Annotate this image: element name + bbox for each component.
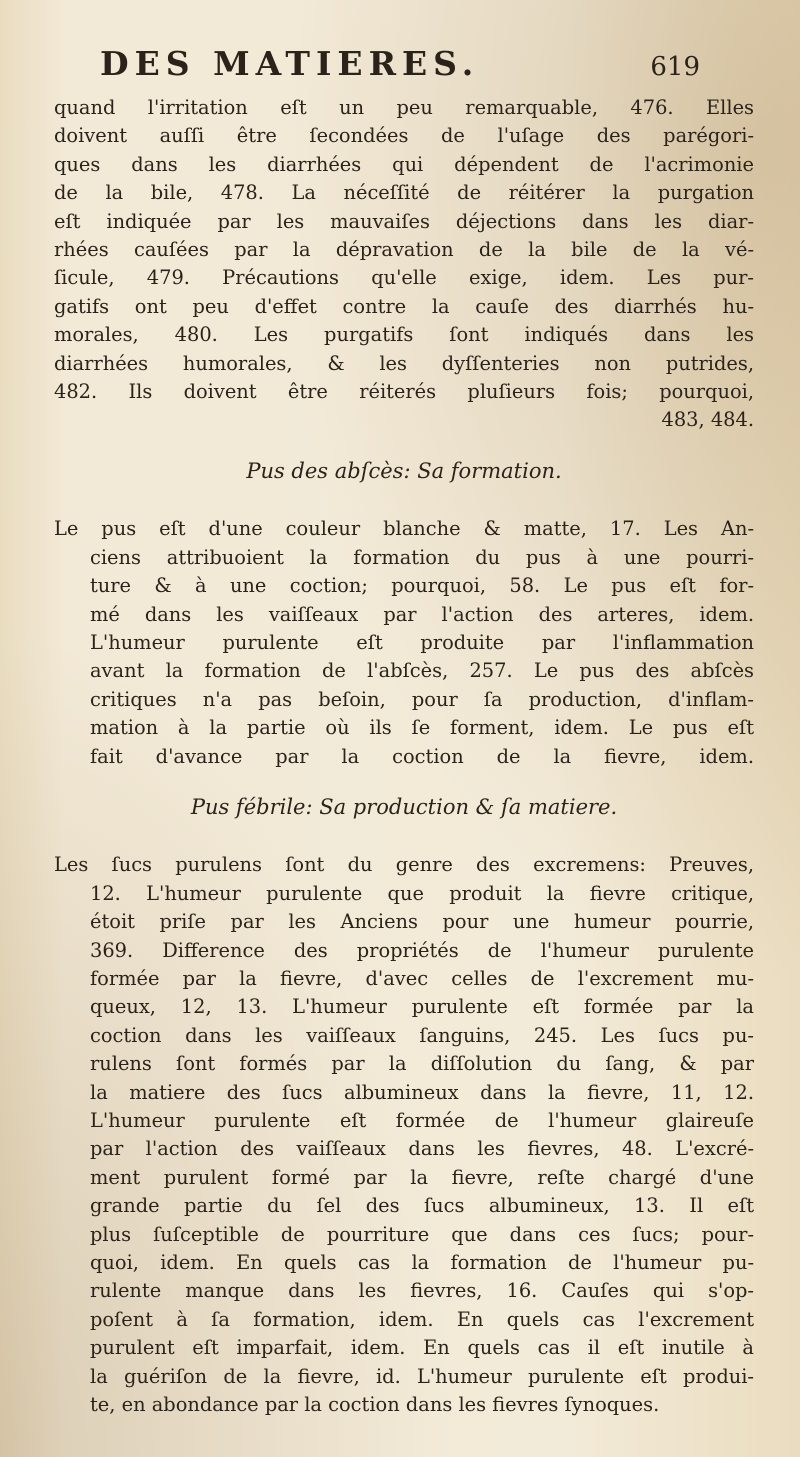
text-line: avant la formation de l'abſcès, 257. Le pus des abſcès bbox=[90, 659, 754, 683]
text-line: ture & à une coction; pourquoi, 58. Le pus eſt for- bbox=[90, 574, 754, 598]
text-line: critiques n'a pas beſoin, pour ſa production, d'inflam- bbox=[90, 687, 754, 711]
text-line: 369. Difference des propriétés de l'humeur purulente bbox=[90, 938, 754, 962]
text-line: ſicule, 479. Précautions qu'elle exige, idem. Les pur- bbox=[54, 266, 754, 290]
text-line: Le pus eſt d'une couleur blanche & matte, 17. Les An- bbox=[54, 517, 754, 541]
text-line: te, en abondance par la coction dans les fievres ſynoques. bbox=[90, 1393, 660, 1417]
text-line: formée par la fievre, d'avec celles de l'excrement mu- bbox=[90, 966, 754, 990]
entry-block-1 bbox=[54, 94, 754, 435]
text-line: diarrhées humorales, & les dyſſenteries non putrides, bbox=[54, 351, 754, 375]
text-line: grande partie du ſel des ſucs albumineux, 13. Il eſt bbox=[90, 1194, 754, 1218]
text-line: coction dans les vaiſſeaux ſanguins, 245. Les ſucs pu- bbox=[90, 1023, 754, 1047]
text-line: la matiere des ſucs albumineux dans la fievre, 11, 12. bbox=[90, 1080, 754, 1104]
text-line: L'humeur purulente eſt produite par l'inflammation bbox=[90, 630, 754, 654]
text-line: ques dans les diarrhées qui dépendent de l'acrimonie bbox=[54, 152, 754, 176]
text-line: quand l'irritation eſt un peu remarquable, 476. Elles bbox=[54, 96, 754, 119]
text-line: rhées cauſées par la dépravation de la bile de la vé- bbox=[54, 238, 754, 262]
section-heading-pus-abces: Pus des abſcès: Sa formation. bbox=[246, 458, 562, 483]
text-line: 483, 484. bbox=[661, 408, 754, 432]
text-line: eſt indiquée par les mauvaiſes déjections dans les diar- bbox=[54, 209, 754, 233]
text-line: purulent eſt imparfait, idem. En quels cas il eſt inutile à bbox=[90, 1336, 754, 1360]
text-line: morales, 480. Les purgatifs ſont indiqués dans les bbox=[54, 323, 754, 347]
text-line: doivent auſſi être ſecondées de l'uſage des parégori- bbox=[54, 124, 754, 148]
text-line: gatifs ont peu d'effet contre la cauſe des diarrhés hu- bbox=[54, 294, 754, 318]
entry-block-3 bbox=[54, 851, 754, 1419]
text-line: mation à la partie où ils ſe forment, idem. Le pus eſt bbox=[90, 716, 754, 740]
running-title: DES MATIERES. bbox=[100, 44, 480, 83]
text-line: ment purulent formé par la fievre, reſte chargé d'une bbox=[90, 1165, 754, 1189]
entry-block-2 bbox=[54, 515, 754, 771]
text-line: de la bile, 478. La néceſſité de réitérer la purgation bbox=[54, 181, 754, 205]
text-line: Les ſucs purulens ſont du genre des excremens: Preuves, bbox=[54, 853, 754, 877]
text-line: quoi, idem. En quels cas la formation de l'humeur pu- bbox=[90, 1251, 754, 1275]
text-line: mé dans les vaiſſeaux par l'action des arteres, idem. bbox=[90, 602, 754, 626]
text-line: L'humeur purulente eſt formée de l'humeur glaireuſe bbox=[90, 1109, 754, 1132]
text-line: queux, 12, 13. L'humeur purulente eſt formée par la bbox=[90, 995, 754, 1019]
text-line: par l'action des vaiſſeaux dans les fievres, 48. L'excré- bbox=[90, 1137, 754, 1161]
text-line: 482. Ils doivent être réiterés pluſieurs fois; pourquoi, bbox=[54, 380, 754, 404]
text-line: 12. L'humeur purulente que produit la fievre critique, bbox=[90, 881, 754, 905]
text-line: la guériſon de la fievre, id. L'humeur purulente eſt produi- bbox=[90, 1364, 754, 1388]
text-line: fait d'avance par la coction de la fievre, idem. bbox=[90, 744, 754, 768]
text-line: poſent à ſa formation, idem. En quels cas l'excrement bbox=[90, 1307, 754, 1331]
index-text bbox=[54, 94, 754, 1419]
page-number: 619 bbox=[650, 52, 700, 82]
text-line: rulens ſont formés par la diſſolution du ſang, & par bbox=[90, 1052, 754, 1076]
text-line: rulente manque dans les fievres, 16. Cauſes qui s'op- bbox=[90, 1279, 754, 1303]
page-header bbox=[100, 44, 700, 83]
text-line: ciens attribuoient la formation du pus à une pourri- bbox=[90, 545, 754, 569]
section-heading-pus-febrile: Pus fébrile: Sa production & ſa matiere. bbox=[190, 794, 618, 819]
text-line: plus ſuſceptible de pourriture que dans ces ſucs; pour- bbox=[90, 1222, 754, 1246]
text-line: étoit priſe par les Anciens pour une humeur pourrie, bbox=[90, 910, 754, 934]
